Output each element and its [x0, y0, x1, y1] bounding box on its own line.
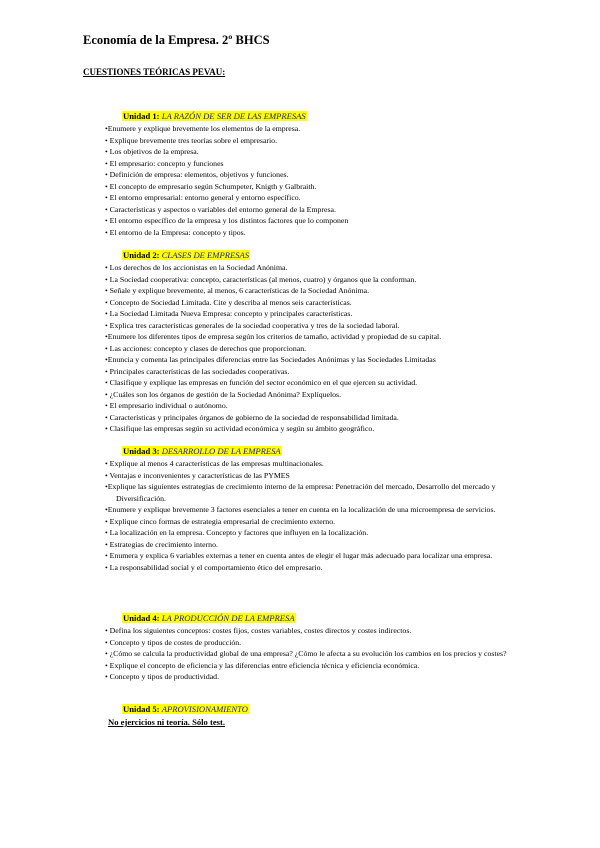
list-item: • ¿Cuáles son los órganos de gestión de la Sociedad Anónima? Explíquelos. — [105, 389, 342, 399]
unit-4-section — [105, 612, 515, 683]
unit-1-section — [105, 110, 515, 238]
list-item: •Enumere los diferentes tipos de empresa según los criterios de tamaño, actividad y propiedad de su capital. — [105, 332, 442, 341]
unit-5-section — [105, 703, 515, 729]
unit-4-name: LA PRODUCCIÓN DE LA EMPRESA — [161, 613, 295, 623]
unit-5-note: No ejercicios ni teoría. Sólo test. — [108, 717, 226, 727]
list-item: •Enuncia y comenta las principales diferencias entre las Sociedades Anónimas y las Sociedades Limitadas — [105, 355, 436, 364]
unit-5-name: APROVISIONAMIENTO — [161, 704, 248, 714]
list-item: • La localización en la empresa. Concepto y factores que influyen en la localización. — [105, 528, 369, 537]
list-item: • Principales características de las sociedades cooperativas. — [105, 366, 290, 376]
list-item: • Concepto de Sociedad Limitada. Cite y describa al menos seis características. — [105, 297, 352, 307]
list-item: • Explique el concepto de eficiencia y las diferencias entre eficiencia técnica y eficiencia económica. — [105, 660, 420, 670]
list-item: • ¿Cómo se calcula la productividad global de una empresa? ¿Cómo le afecta a su evolución los cambios en los precios y costes? — [105, 649, 507, 658]
unit-2-section — [105, 249, 515, 435]
list-item: • Definición de empresa: elementos, objetivos y funciones. — [105, 170, 289, 179]
list-item: •Enumere y explique brevemente los elementos de la empresa. — [105, 124, 301, 133]
list-item: • La Sociedad cooperativa: concepto, características (al menos, cuatro) y órganos que la conforman. — [105, 274, 417, 284]
unit-3-list — [105, 458, 515, 573]
list-item: • Los derechos de los accionistas en la Sociedad Anónima. — [105, 263, 288, 272]
document-subtitle: CUESTIONES TEÓRICAS PEVAU: — [83, 67, 226, 77]
unit-3-heading — [122, 445, 515, 458]
list-item: • Ventajas e inconvenientes y características de las PYMES — [105, 470, 290, 480]
list-item: • Explique cinco formas de estrategia empresarial de crecimiento externo. — [105, 516, 336, 526]
list-item: • La responsabilidad social y el comportamiento ético del empresario. — [105, 562, 323, 572]
list-item: •Enumere y explique brevemente 3 factores esenciales a tener en cuenta en la localización de una microempresa de servicios. — [105, 505, 496, 514]
list-item: • Clasifique y explique las empresas en función del sector económico en el que ejercen su actividad. — [105, 378, 418, 387]
list-item: • El empresario individual o autónomo. — [105, 401, 228, 410]
unit-2-list — [105, 262, 515, 435]
list-item: • Las acciones: concepto y clases de derechos que proporcionan. — [105, 343, 307, 353]
list-item: • Los objetivos de la empresa. — [105, 147, 199, 156]
list-item: • Concepto y tipos de costes de producción. — [105, 637, 242, 647]
unit-1-name: LA RAZÓN DE SER DE LAS EMPRESAS — [161, 111, 306, 121]
list-item: • Características y aspectos o variables del entorno general de la Empresa. — [105, 204, 336, 214]
list-item: • Defina los siguientes conceptos: costes fijos, costes variables, costes directos y costes indirectos. — [105, 626, 412, 635]
unit-2-name: CLASES DE EMPRESAS — [161, 250, 250, 260]
unit-1-list — [105, 123, 515, 238]
unit-2-label: Unidad 2: — [123, 250, 160, 260]
list-item: •Explique las siguientes estrategias de crecimiento interno de la empresa: Penetración del mercado, Desarrollo del mercado y Diversificación. — [105, 482, 496, 503]
unit-3-section — [105, 445, 515, 573]
unit-5-label: Unidad 5: — [123, 704, 160, 714]
document-title: Economía de la Empresa. 2º BHCS — [83, 33, 270, 47]
unit-4-list — [105, 625, 515, 683]
list-item: • El empresario: concepto y funciones — [105, 158, 224, 168]
list-item: • El concepto de empresario según Schumpeter, Knigth y Galbraith. — [105, 181, 317, 191]
list-item: • La Sociedad Limitada Nueva Empresa: concepto y principales características. — [105, 309, 353, 318]
list-item: • Clasifique las empresas según su actividad económica y según su ámbito geográfico. — [105, 424, 375, 433]
unit-1-label: Unidad 1: — [123, 111, 160, 121]
list-item: • Características y principales órganos de gobierno de la sociedad de responsabilidad limitada. — [105, 412, 399, 422]
unit-3-label: Unidad 3: — [123, 446, 160, 456]
unit-4-heading — [122, 612, 515, 625]
list-item: • Señale y explique brevemente, al menos, 6 características de la Sociedad Anónima. — [105, 286, 370, 295]
list-item: • Explique al menos 4 características de las empresas multinacionales. — [105, 459, 324, 468]
unit-3-name: DESARROLLO DE LA EMPRESA — [161, 446, 281, 456]
list-item: • Explique brevemente tres teorías sobre el empresario. — [105, 135, 278, 145]
list-item: • El entorno específico de la empresa y los distintos factores que lo componen — [105, 216, 349, 225]
list-item: • El entorno de la Empresa: concepto y tipos. — [105, 227, 246, 237]
list-item: • Enumera y explica 6 variables externas a tener en cuenta antes de elegir el lugar más adecuado para localizar una empresa. — [105, 551, 493, 560]
unit-5-heading — [122, 703, 515, 716]
unit-1-heading — [122, 110, 515, 123]
unit-4-label: Unidad 4: — [123, 613, 160, 623]
list-item: • Concepto y tipos de productividad. — [105, 672, 220, 681]
list-item: • Explica tres características generales de la sociedad cooperativa y tres de la sociedad laboral. — [105, 320, 400, 330]
list-item: • Estrategias de crecimiento interno. — [105, 539, 218, 549]
list-item: • El entorno empresarial: entorno general y entorno específico. — [105, 193, 301, 202]
unit-2-heading — [122, 249, 515, 262]
